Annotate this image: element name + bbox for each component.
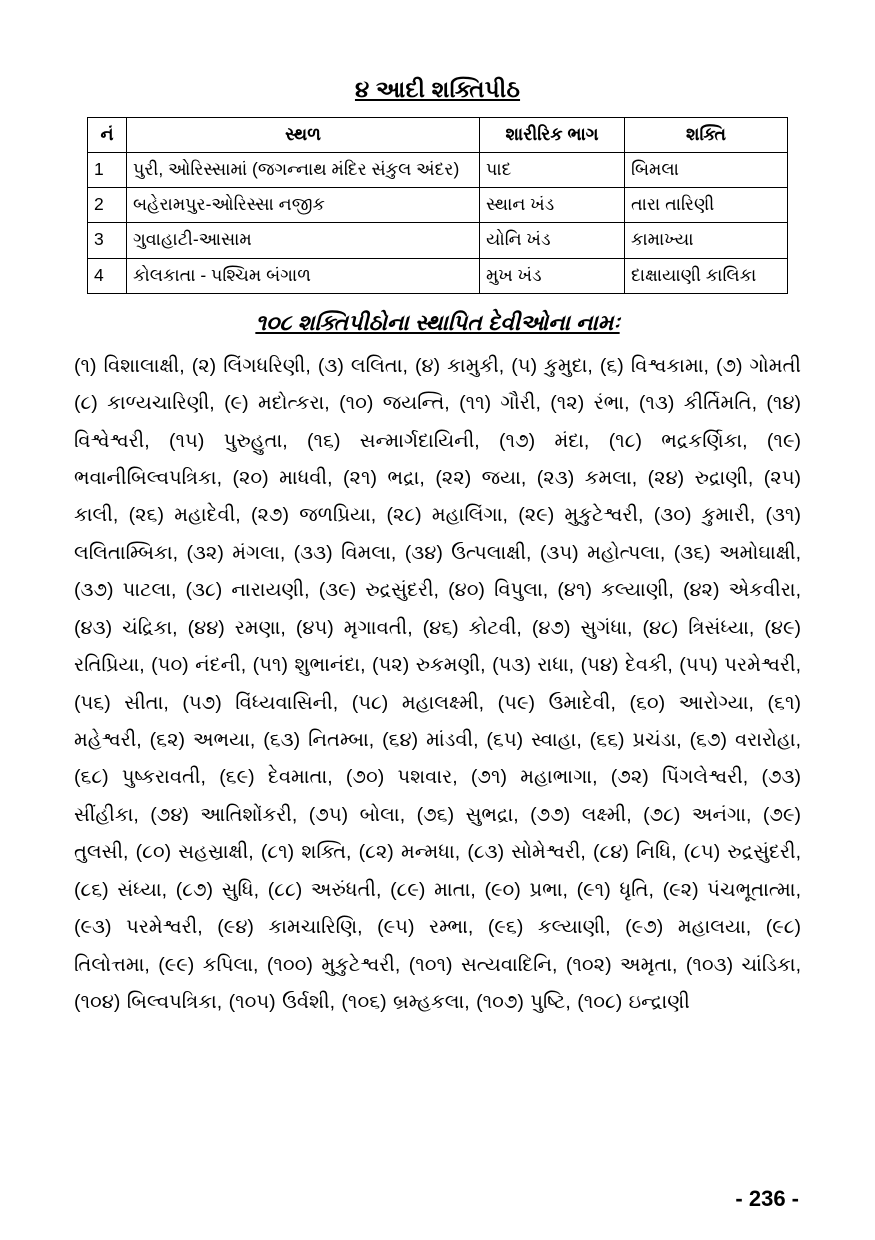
cell-body-part: યોનિ ખંડ: [480, 223, 625, 258]
cell-body-part: પાદ: [480, 153, 625, 188]
column-header-body-part: શારીરિક ભાગ: [480, 118, 625, 153]
cell-place: કોલકાતા - પશ્ચિમ બંગાળ: [127, 258, 480, 293]
shakti-peeth-table: [87, 117, 788, 294]
column-header-number: નં: [88, 118, 127, 153]
table-row: [88, 153, 788, 188]
cell-place: બહેરામપુર-ઓરિસ્સા નજીક: [127, 188, 480, 223]
table-row: [88, 223, 788, 258]
column-header-place: સ્થળ: [127, 118, 480, 153]
cell-shakti: કામાખ્યા: [625, 223, 788, 258]
table-row: [88, 188, 788, 223]
page-number: - 236 -: [735, 1186, 799, 1211]
page-title: ૪ આદી શક્તિપીઠ: [354, 76, 521, 102]
table-header-row: [88, 118, 788, 153]
table-row: [88, 258, 788, 293]
cell-body-part: મુખ ખંડ: [480, 258, 625, 293]
section-body-text: (૧) વિશાલાક્ષી, (૨) લિંગધરિણી, (૩) લલિતા, (૪) કામુકી, (૫) કુમુદા, (૬) વિશ્વકામા, (૭) ગોમતી (૮) કાળ્યચારિણી, (૯) મદોત્કરા, (૧૦) જયન્તિ, (૧૧) ગૌરી, (૧૨) રંભા, (૧૩) કીર્તિમતિ, (૧૪) વિશ્વેશ્વરી, (૧૫) પુરુહુતા, (૧૬) સન્માર્ગદાયિની, (૧૭) મંદા, (૧૮) ભદ્રકર્ણિકા, (૧૯) ભવાનીબિલ્વપત્રિકા, (૨૦) માધવી, (૨૧) ભદ્રા, (૨૨) જયા, (૨૩) કમલા, (૨૪) રુદ્રાણી, (૨૫) કાલી, (૨૬) મહાદેવી, (૨૭) જળપ્રિયા, (૨૮) મહાલિંગા, (૨૯) મુકુટેશ્વરી, (૩૦) કુમારી, (૩૧) લલિતામ્બિકા, (૩૨) મંગલા, (૩૩) વિમલા, (૩૪) ઉત્પલાક્ષી, (૩૫) મહોત્પલા, (૩૬) અમોઘાક્ષી, (૩૭) પાટલા, (૩૮) નારાયણી, (૩૯) રુદ્રસુંદરી, (૪૦) વિપુલા, (૪૧) કલ્યાણી, (૪૨) એકવીરા, (૪૩) ચંદ્રિકા, (૪૪) રમણા, (૪૫) મૃગાવતી, (૪૬) કોટવી, (૪૭) સુગંધા, (૪૮) ત્રિસંધ્યા, (૪૯) રતિપ્રિયા, (૫૦) નંદની, (૫૧) શુભાનંદા, (૫૨) રુકમણી, (૫૩) રાધા, (૫૪) દેવકી, (૫૫) પરમેશ્વરી, (૫૬) સીતા, (૫૭) વિંધ્યવાસિની, (૫૮) મહાલક્ષ્મી, (૫૯) ઉમાદેવી, (૬૦) આરોગ્યા, (૬૧) મહેશ્વરી, (૬૨) અભયા, (૬૩) નિતમ્બા, (૬૪) માંડવી, (૬૫) સ્વાહા, (૬૬) પ્રચંડા, (૬૭) વરારોહા, (૬૮) પુષ્કરાવતી, (૬૯) દેવમાતા, (૭૦) પશવાર, (૭૧) મહાભાગા, (૭૨) પિંગલેશ્વરી, (૭૩) સીંહીકા, (૭૪) આતિશોંકરી, (૭૫) બોલા, (૭૬) સુભદ્રા, (૭૭) લક્ષ્મી, (૭૮) અનંગા, (૭૯) તુલસી, (૮૦) સહસ્રાક્ષી, (૮૧) શક્તિ, (૮૨) મન્મધા, (૮૩) સોમેશ્વરી, (૮૪) નિધિ, (૮૫) રુદ્રસુંદરી, (૮૬) સંધ્યા, (૮૭) સુધિ, (૮૮) અરુંધતી, (૮૯) માતા, (૯૦) પ્રભા, (૯૧) ધૃતિ, (૯૨) પંચભૂતાત્મા, (૯૩) પરમેશ્વરી, (૯૪) કામચારિણિ, (૯૫) રમ્ભા, (૯૬) કલ્યાણી, (૯૭) મહાલયા, (૯૮) તિલોત્તમા, (૯૯) કપિલા, (૧૦૦) મુકુટેશ્વરી, (૧૦૧) સત્યવાદિનિ, (૧૦૨) અમૃતા, (૧૦૩) ચાંડિકા, (૧૦૪) બિલ્વપત્રિકા, (૧૦૫) ઉર્વશી, (૧૦૬) બ્રમ્હકલા, (૧૦૭) પુષ્ટિ, (૧૦૮) ઇન્દ્રાણી: [74, 354, 801, 1014]
cell-place: ગુવાહાટી-આસામ: [127, 223, 480, 258]
cell-number: 4: [88, 258, 127, 293]
cell-shakti: બિમલા: [625, 153, 788, 188]
cell-number: 3: [88, 223, 127, 258]
section-heading: ૧૦૮ શક્તિપીઠોના સ્થાપિત દેવીઓના નામઃ: [255, 309, 620, 335]
cell-number: 2: [88, 188, 127, 223]
cell-body-part: સ્થાન ખંડ: [480, 188, 625, 223]
column-header-shakti: શક્તિ: [625, 118, 788, 153]
cell-place: પુરી, ઓરિસ્સામાં (જગન્નાથ મંદિર સંકુલ અંદર): [127, 153, 480, 188]
cell-shakti: તારા તારિણી: [625, 188, 788, 223]
cell-shakti: દાક્ષાયાણી કાલિકા: [625, 258, 788, 293]
cell-number: 1: [88, 153, 127, 188]
